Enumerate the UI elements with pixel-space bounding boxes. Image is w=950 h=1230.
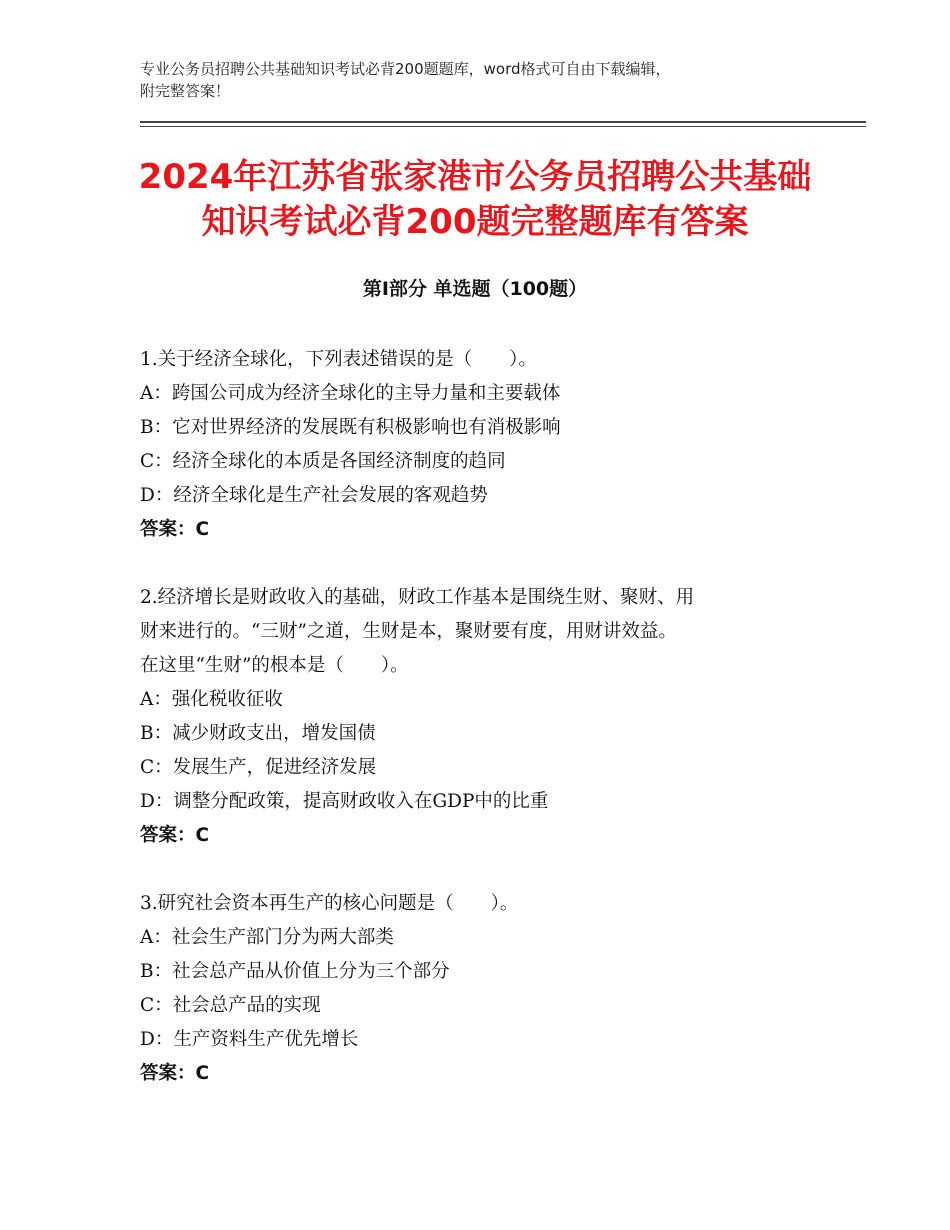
- header-note-line-1: 专业公务员招聘公共基础知识考试必背200题题库，word格式可自由下载编辑，: [140, 60, 671, 78]
- section-title: 第Ⅰ部分 单选题（100题）: [362, 278, 588, 300]
- option-c: C：经济全球化的本质是各国经济制度的趋同: [140, 451, 506, 472]
- document-title: [60, 155, 890, 245]
- question-list: [140, 343, 840, 1125]
- question-stem-line: 1.关于经济全球化，下列表述错误的是（ ）。: [140, 349, 537, 370]
- option-b: B：减少财政支出，增发国债: [140, 723, 376, 744]
- option-b: B：它对世界经济的发展既有积极影响也有消极影响: [140, 417, 561, 438]
- option-a: A：社会生产部门分为两大部类: [140, 927, 394, 948]
- answer: 答案：C: [140, 519, 210, 540]
- question-stem-line: 在这里“生财”的根本是（ ）。: [140, 655, 409, 676]
- option-b: B：社会总产品从价值上分为三个部分: [140, 961, 450, 982]
- option-d: D：调整分配政策，提高财政收入在GDP中的比重: [140, 791, 549, 812]
- option-a: A：跨国公司成为经济全球化的主导力量和主要载体: [140, 383, 561, 404]
- answer: 答案：C: [140, 825, 210, 846]
- option-a: A：强化税收征收: [140, 689, 283, 710]
- question-1: [140, 343, 840, 547]
- header-divider: [140, 121, 866, 127]
- header-note-line-2: 附完整答案！: [140, 82, 231, 100]
- question-stem-line: 财来进行的。“三财”之道，生财是本，聚财要有度，用财讲效益。: [140, 621, 677, 642]
- question-stem-line: 3.研究社会资本再生产的核心问题是（ ）。: [140, 893, 519, 914]
- answer: 答案：C: [140, 1063, 210, 1084]
- option-d: D：经济全球化是生产社会发展的客观趋势: [140, 485, 488, 506]
- document-title-line-1: 2024年江苏省张家港市公务员招聘公共基础: [138, 157, 812, 197]
- option-c: C：社会总产品的实现: [140, 995, 321, 1016]
- question-stem-line: 2.经济增长是财政收入的基础，财政工作基本是围绕生财、聚财、用: [140, 587, 695, 608]
- header-note: [140, 58, 820, 102]
- option-c: C：发展生产，促进经济发展: [140, 757, 377, 778]
- option-d: D：生产资料生产优先增长: [140, 1029, 359, 1050]
- question-3: [140, 887, 840, 1091]
- question-2: [140, 581, 840, 853]
- document-title-line-2: 知识考试必背200题完整题库有答案: [201, 202, 749, 242]
